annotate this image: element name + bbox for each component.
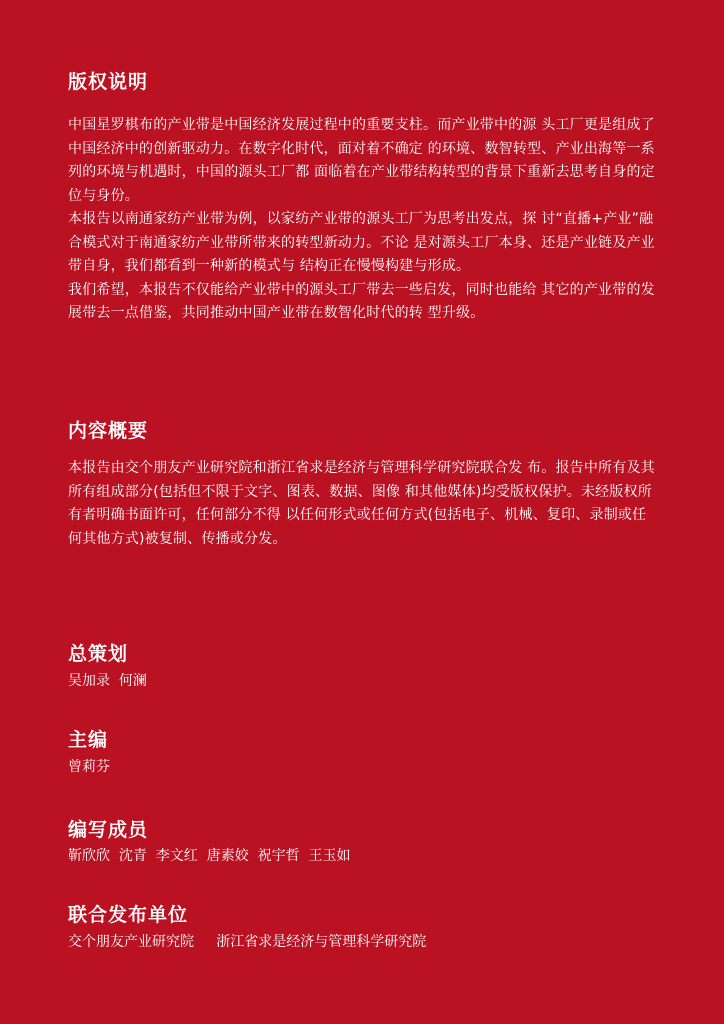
publishers-heading: 联合发布单位 bbox=[68, 904, 189, 926]
copyright-heading: 版权说明 bbox=[68, 71, 149, 93]
summary-body bbox=[68, 457, 658, 551]
editor-names: 曾莉芬 bbox=[68, 759, 110, 775]
copyright-paragraph-1: 中国星罗棋布的产业带是中国经济发展过程中的重要支柱。而产业带中的源 头工厂更是组成了中国经济中的创新驱动力。在数字化时代，面对着不确定 的环境、数智转型、产业出海等一系列的环境与机遇时，中国的源头工厂都 面临着在产业带结构转型的背景下重新去思考自身的定位与身份。 bbox=[68, 117, 655, 204]
planning-heading: 总策划 bbox=[68, 643, 129, 665]
copyright-body bbox=[68, 114, 658, 326]
editor-heading: 主编 bbox=[68, 729, 109, 751]
publishers-names: 交个朋友产业研究院 浙江省求是经济与管理科学研究院 bbox=[68, 934, 427, 950]
copyright-paragraph-3: 我们希望，本报告不仅能给产业带中的源头工厂带去一些启发，同时也能给 其它的产业带的发展带去一点借鉴，共同推动中国产业带在数智化时代的转 型升级。 bbox=[68, 281, 655, 321]
summary-paragraph: 本报告由交个朋友产业研究院和浙江省求是经济与管理科学研究院联合发 布。报告中所有及其所有组成部分(包括但不限于文字、图表、数据、图像 和其他媒体)均受版权保护。未经版权所有者明确书面许可，任何部分不得 以任何形式或任何方式(包括电子、机械、复印、录制或任何其他方式)被复制、传播或分发。 bbox=[68, 460, 655, 547]
summary-heading: 内容概要 bbox=[68, 420, 149, 442]
writers-names: 靳欣欣 沈青 李文红 唐素姣 祝宇哲 王玉如 bbox=[68, 848, 351, 864]
copyright-paragraph-2: 本报告以南通家纺产业带为例，以家纺产业带的源头工厂为思考出发点，探 讨“直播+产业”融合模式对于南通家纺产业带所带来的转型新动力。不论 是对源头工厂本身、还是产业链及产业带自身，我们都看到一种新的模式与 结构正在慢慢构建与形成。 bbox=[68, 211, 655, 274]
planning-names: 吴加录 何澜 bbox=[68, 673, 147, 689]
writers-heading: 编写成员 bbox=[68, 819, 149, 841]
